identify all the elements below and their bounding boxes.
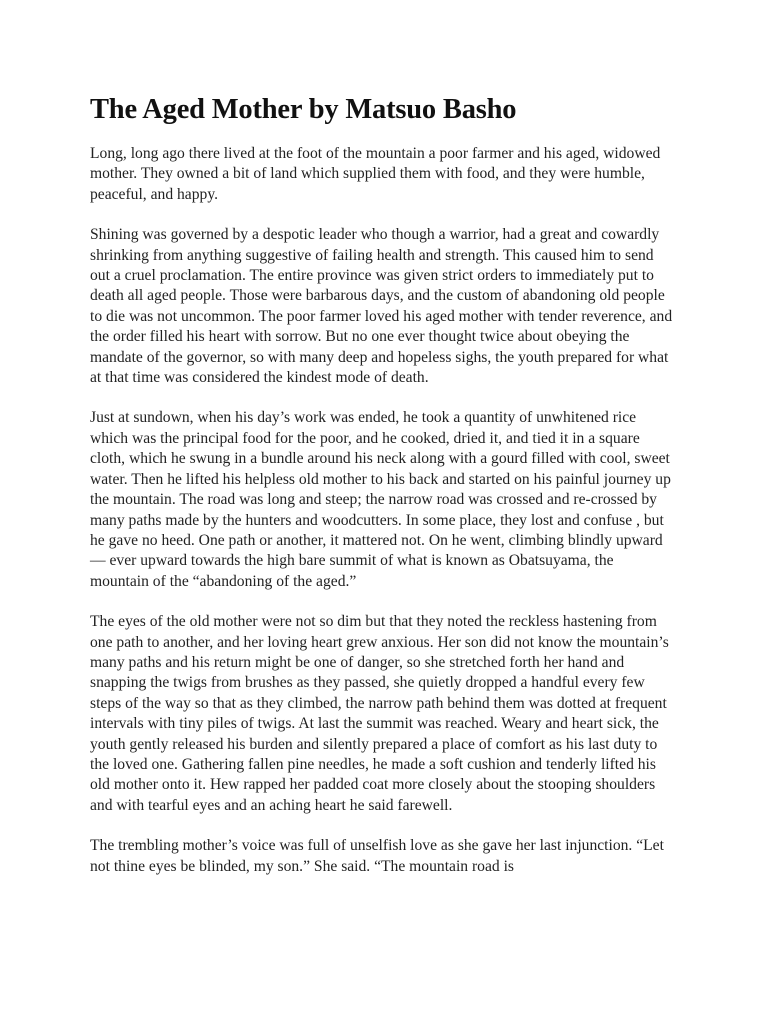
paragraph-3: Just at sundown, when his day’s work was ended, he took a quantity of unwhitened rice which was the principal food for the poor, and he cooked, dried it, and tied it in a square cloth, which he swung in a bundle around his neck along with a gourd filled with cool, sweet water. Then he lifted his helpless old mother to his back and started on his painful journey up the mountain. The road was long and steep; the narrow road was crossed and re-crossed by many paths made by the hunters and woodcutters. In some place, they lost and confuse , but he gave no heed. One path or another, it mattered not. On he went, climbing blindly upward — ever upward towards the high bare summit of what is known as Obatsuyama, the mountain of the “abandoning of the aged.” [90, 409, 671, 590]
paragraph-2: Shining was governed by a despotic leader who though a warrior, had a great and cowardly shrinking from anything suggestive of failing health and strength. This caused him to send out a cruel proclamation. The entire province was given strict orders to immediately put to death all aged people. Those were barbarous days, and the custom of abandoning old people to die was not uncommon. The poor farmer loved his aged mother with tender reverence, and the order filled his heart with sorrow. But no one ever thought twice about obeying the mandate of the governor, so with many deep and hopeless sighs, the youth prepared for what at that time was considered the kindest mode of death. [90, 226, 673, 387]
paragraph-1: Long, long ago there lived at the foot of the mountain a poor farmer and his aged, widowed mother. They owned a bit of land which supplied them with food, and they were humble, peaceful, and happy. [90, 145, 661, 203]
document-title: The Aged Mother by Matsuo Basho [90, 94, 517, 125]
paragraph-4: The eyes of the old mother were not so dim but that they noted the reckless hastening from one path to another, and her loving heart grew anxious. Her son did not know the mountain’s many paths and his return might be one of danger, so she stretched forth her hand and snapping the twigs from brushes as they passed, she quietly dropped a handful every few steps of the way so that as they climbed, the narrow path behind them was dotted at frequent intervals with tiny piles of twigs. At last the summit was reached. Weary and heart sick, the youth gently released his burden and silently prepared a place of comfort as his last duty to the loved one. Gathering fallen pine needles, he made a soft cushion and tenderly lifted his old mother onto it. Hew rapped her padded coat more closely about the stooping shoulders and with tearful eyes and an aching heart he said farewell. [90, 613, 669, 814]
paragraph-5: The trembling mother’s voice was full of unselfish love as she gave her last injunction. “Let not thine eyes be blinded, my son.” She said. “The mountain road is [90, 837, 664, 875]
